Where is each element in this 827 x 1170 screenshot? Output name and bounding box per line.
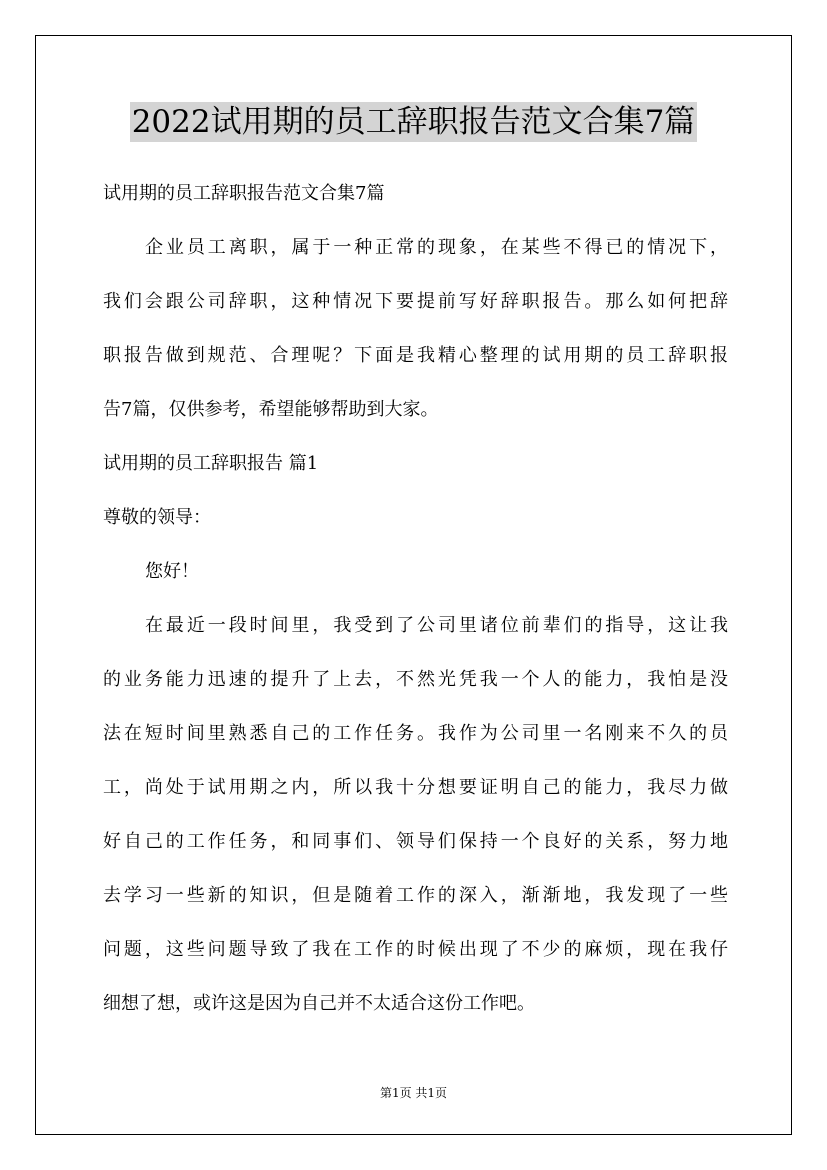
greeting: 您好！ — [145, 561, 199, 582]
section-heading: 试用期的员工辞职报告 篇1 — [103, 453, 319, 474]
body-paragraph-line-2: 的业务能力迅速的提升了上去，不然光凭我一个人的能力，我怕是没 — [103, 669, 728, 690]
body-paragraph-line-6: 去学习一些新的知识，但是随着工作的深入，渐渐地，我发现了一些 — [103, 885, 728, 906]
body-paragraph-line-1: 在最近一段时间里，我受到了公司里诸位前辈们的指导，这让我 — [145, 615, 728, 636]
intro-paragraph-line-4: 告7篇，仅供参考，希望能够帮助到大家。 — [103, 399, 439, 420]
page-footer: 第1页 共1页 — [379, 1086, 448, 1100]
subtitle-line: 试用期的员工辞职报告范文合集7篇 — [103, 183, 385, 204]
body-paragraph-line-8: 细想了想，或许这是因为自己并不太适合这份工作吧。 — [103, 993, 535, 1014]
intro-paragraph-line-3: 职报告做到规范、合理呢？下面是我精心整理的试用期的员工辞职报 — [103, 345, 728, 366]
body-paragraph-line-4: 工，尚处于试用期之内，所以我十分想要证明自己的能力，我尽力做 — [103, 777, 728, 798]
body-paragraph-line-3: 法在短时间里熟悉自己的工作任务。我作为公司里一名刚来不久的员 — [103, 723, 728, 744]
intro-paragraph-line-1: 企业员工离职，属于一种正常的现象，在某些不得已的情况下， — [145, 237, 728, 258]
intro-paragraph-line-2: 我们会跟公司辞职，这种情况下要提前写好辞职报告。那么如何把辞 — [103, 291, 728, 312]
body-paragraph-line-7: 问题，这些问题导致了我在工作的时候出现了不少的麻烦，现在我仔 — [103, 939, 728, 960]
salutation: 尊敬的领导： — [103, 507, 211, 528]
document-title: 2022试用期的员工辞职报告范文合集7篇 — [131, 104, 696, 140]
title-container — [0, 102, 827, 142]
body-paragraph-line-5: 好自己的工作任务，和同事们、领导们保持一个良好的关系，努力地 — [103, 831, 728, 852]
